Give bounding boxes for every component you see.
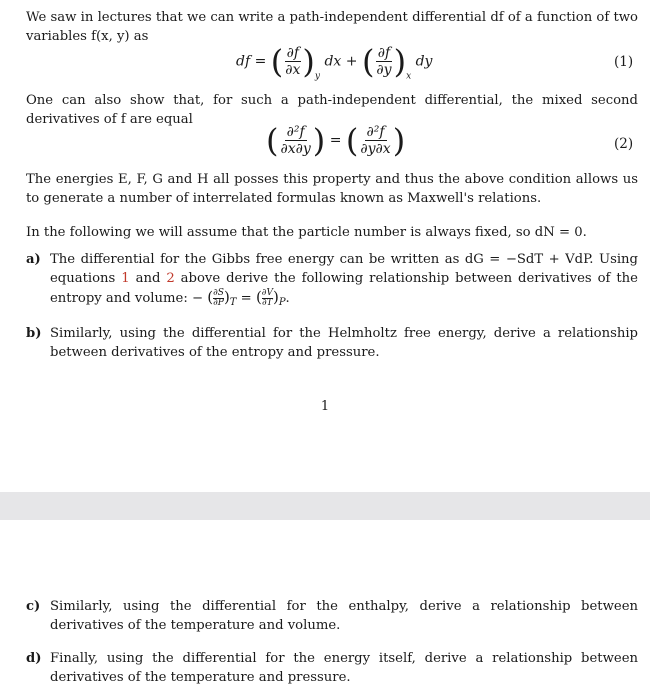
mixed-derivatives-paragraph: One can also show that, for such a path-independent differential, the mixed second derivatives of f are equal <box>26 93 638 127</box>
assumption-paragraph: In the following we will assume that the particle number is always fixed, so dN = 0. <box>26 225 587 240</box>
eq1-fraction-1: $\frac{\partial f}{\partial x}$ <box>285 45 301 78</box>
eq1-lhs: df = <box>236 53 267 70</box>
equation-2: ( $\frac{\text{∂²f}}{\partial x\partial y}$ ) = ( $\frac{\text{∂²f}}{\partial y\partial x}$ ) <box>266 121 406 160</box>
equation-ref-2[interactable]: 2 <box>166 271 175 286</box>
eq2-equals: = <box>329 132 342 149</box>
maxwell-relation-a: − ( $\frac{\partial S}{\partial P}$ )$_T$ = ( $\frac{\partial V}{\partial T}$ )$_P$. <box>191 288 290 308</box>
intro-paragraph: We saw in lectures that we can write a path-independent differential df of a function of two variables f(x, y) as <box>26 10 638 44</box>
question-b <box>26 324 638 362</box>
equation-1-number: (1) <box>614 54 634 70</box>
question-d-label: d) <box>26 651 42 666</box>
eq1-dy: dy <box>415 53 433 70</box>
equation-1: df = ( $\frac{\partial f}{\partial x}$ )$_y$ dx + ( $\frac{\partial f}{\partial y}$ )$_x$ dy <box>236 42 433 82</box>
page-break-gap <box>0 492 650 520</box>
eq2-fraction-2: $\frac{\text{∂²f}}{\partial y\partial x}$ <box>360 124 391 157</box>
question-a: a) The differential for the Gibbs free energy can be written as dG = −SdT + VdP. Using equations 1 and 2 above derive the following relationship between derivatives of the entropy and volume: − ( $\frac{\partial S}{\partial P}$ )$_T$ = ( $\frac{\partial V}{\partial T}$ )$_P$. <box>26 252 638 308</box>
eq1-subscript-1: y <box>314 71 320 82</box>
question-d <box>26 649 638 687</box>
equation-2-number: (2) <box>614 136 634 152</box>
question-c-text: Similarly, using the differential for the enthalpy, derive a relationship between derivatives of the temperature and volume. <box>50 599 638 633</box>
question-b-text: Similarly, using the differential for the Helmholtz free energy, derive a relationship between derivatives of the entropy and pressure. <box>50 326 638 360</box>
energies-paragraph: The energies E, F, G and H all posses this property and thus the above condition allows us to generate a number of interrelated formulas known as Maxwell's relations. <box>26 172 638 206</box>
eq2-fraction-1: $\frac{\text{∂²f}}{\partial x\partial y}$ <box>280 124 311 157</box>
question-c <box>26 597 638 635</box>
question-b-label: b) <box>26 326 42 341</box>
question-c-label: c) <box>26 599 41 614</box>
question-a-label: a) <box>26 252 41 267</box>
eq1-subscript-2: x <box>406 71 412 82</box>
eq1-fraction-2: $\frac{\partial f}{\partial y}$ <box>376 45 392 78</box>
equation-ref-1[interactable]: 1 <box>121 271 130 286</box>
page-number: 1 <box>320 399 330 414</box>
question-d-text: Finally, using the differential for the energy itself, derive a relationship between derivatives of the temperature and pressure. <box>50 651 638 685</box>
eq1-dx: dx + <box>324 53 358 70</box>
